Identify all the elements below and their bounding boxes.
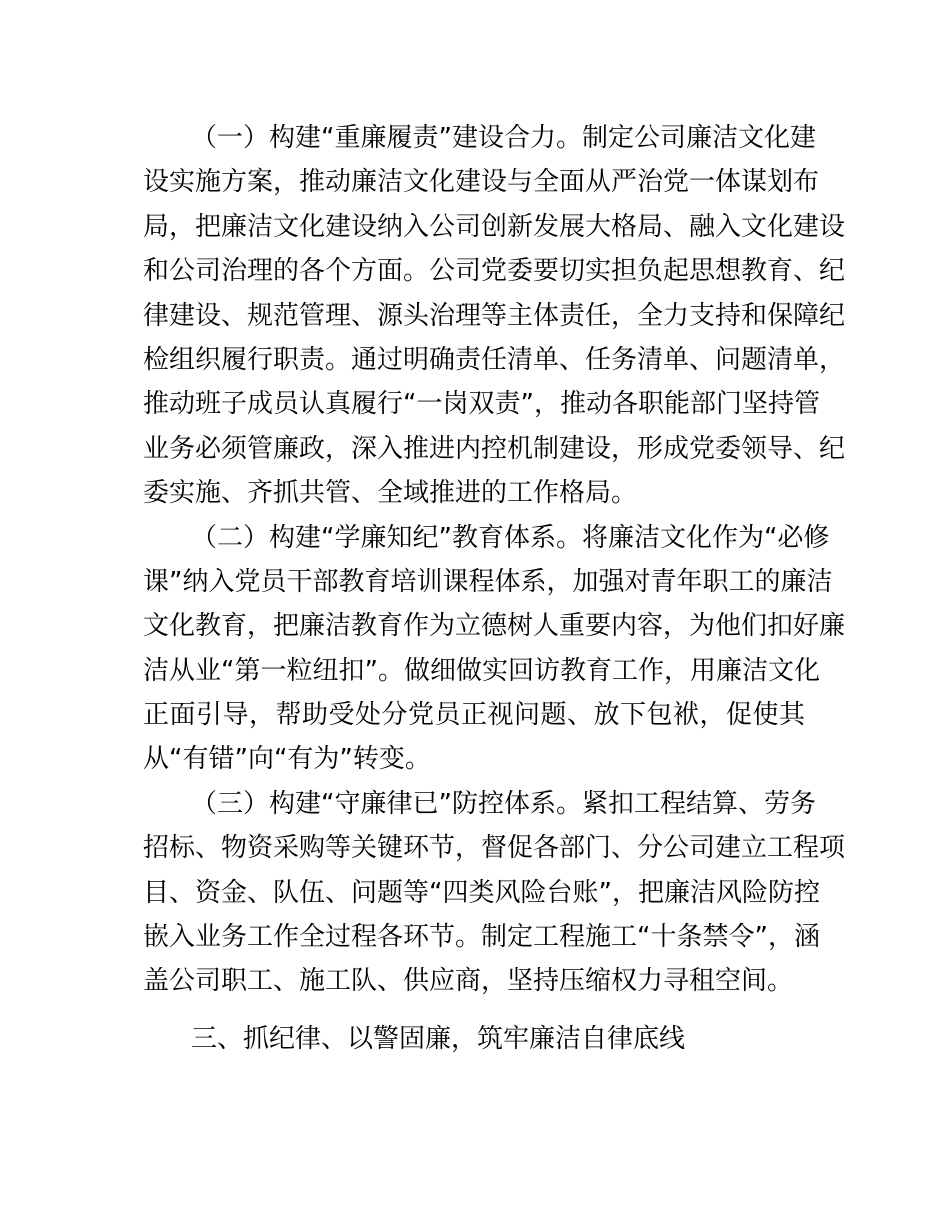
paragraph-line: 正面引导，帮助受处分党员正视问题、放下包袱，促使其 xyxy=(143,700,805,731)
paragraph-line: 从“有错”向“有为”转变。 xyxy=(143,744,431,775)
paragraph-line: （一）构建“重廉履责”建设合力。制定公司廉洁文化建 xyxy=(191,123,816,153)
paragraph-line: （三）构建“守廉律已”防控体系。紧扣工程结算、劳务 xyxy=(191,788,816,819)
paragraph-line: 委实施、齐抓共管、全域推进的工作格局。 xyxy=(143,478,638,509)
paragraph xyxy=(143,782,846,1004)
paragraph-line: 和公司治理的各个方面。公司党委要切实担负起思想教育、纪 xyxy=(143,256,846,287)
paragraph-line: 盖公司职工、施工队、供应商，坚持压缩权力寻租空间。 xyxy=(143,966,794,997)
paragraph-line: 目、资金、队伍、问题等“四类风险台账”，把廉洁风险防控 xyxy=(143,877,820,908)
section-heading: 三、抓纪律、以警固廉，筑牢廉洁自律底线 xyxy=(191,1023,686,1054)
paragraph-line: 课”纳入党员干部教育培训课程体系，加强对青年职工的廉洁 xyxy=(143,566,833,597)
paragraph-line: 局，把廉洁文化建设纳入公司创新发展大格局、融入文化建设 xyxy=(143,211,846,242)
paragraph-line: 洁从业“第一粒纽扣”。做细做实回访教育工作，用廉洁文化 xyxy=(143,655,820,686)
paragraph-line: 业务必须管廉政，深入推进内控机制建设，形成党委领导、纪 xyxy=(143,433,846,464)
paragraph-line: 招标、物资采购等关键环节，督促各部门、分公司建立工程项 xyxy=(143,833,846,864)
paragraph xyxy=(143,116,846,516)
paragraph xyxy=(143,516,846,782)
paragraph-line: （二）构建“学廉知纪”教育体系。将廉洁文化作为“必修 xyxy=(191,522,830,553)
paragraph-line: 设实施方案，推动廉洁文化建设与全面从严治党一体谋划布 xyxy=(143,167,820,198)
paragraph-line: 文化教育，把廉洁教育作为立德树人重要内容，为他们扣好廉 xyxy=(143,611,846,642)
paragraph-line: 推动班子成员认真履行“一岗双责”，推动各职能部门坚持管 xyxy=(143,389,820,420)
document-page xyxy=(143,116,846,1061)
paragraph-line: 嵌入业务工作全过程各环节。制定工程施工“十条禁令”，涵 xyxy=(143,922,820,953)
paragraph-line: 律建设、规范管理、源头治理等主体责任，全力支持和保障纪 xyxy=(143,300,846,331)
paragraph-line: 检组织履行职责。通过明确责任清单、任务清单、问题清单， xyxy=(143,344,846,375)
